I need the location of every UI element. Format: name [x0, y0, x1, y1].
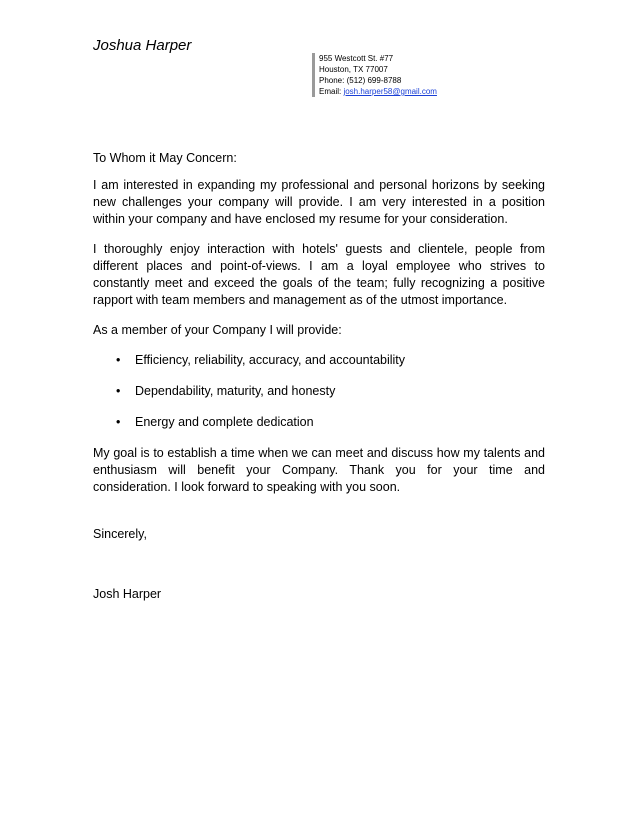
- email-label: Email:: [319, 87, 344, 96]
- letter-body: [93, 150, 545, 603]
- bullet-icon: •: [116, 384, 121, 398]
- email-line: [319, 86, 519, 97]
- address-line-2: Houston, TX 77007: [319, 65, 388, 74]
- address-line-1: 955 Westcott St. #77: [319, 54, 394, 63]
- bullet-icon: •: [116, 415, 121, 429]
- signature: Josh Harper: [93, 587, 162, 601]
- sender-name: Joshua Harper: [93, 37, 192, 54]
- email-link[interactable]: josh.harper58@gmail.com: [343, 87, 437, 96]
- salutation: To Whom it May Concern:: [93, 151, 237, 165]
- list-item: [93, 383, 545, 414]
- bullet-icon: •: [116, 353, 121, 367]
- bullet-list: [93, 352, 545, 445]
- phone-line: Phone: (512) 699-8788: [319, 76, 402, 85]
- list-item: [93, 352, 545, 383]
- paragraph-2: I thoroughly enjoy interaction with hotels' guests and clientele, people from different places and point-of-views. I am a loyal employee who strives to constantly meet and exceed the goals of the team; fully recognizing a positive rapport with team members and management as of the utmost importance.: [93, 242, 545, 307]
- bullet-text: Energy and complete dedication: [135, 415, 314, 429]
- bullet-text: Dependability, maturity, and honesty: [135, 384, 336, 398]
- bullet-text: Efficiency, reliability, accuracy, and accountability: [135, 353, 406, 367]
- closing: Sincerely,: [93, 527, 147, 541]
- paragraph-4: My goal is to establish a time when we can meet and discuss how my talents and enthusiasm will benefit your Company. Thank you for your time and consideration. I look forward to speaking with you soon.: [93, 446, 545, 494]
- list-item: [93, 414, 545, 445]
- paragraph-1: I am interested in expanding my professional and personal horizons by seeking new challenges your company will provide. I am very interested in a position within your company and have enclosed my resume for your consideration.: [93, 178, 545, 226]
- paragraph-3: As a member of your Company I will provide:: [93, 323, 342, 337]
- address-block: [312, 53, 519, 97]
